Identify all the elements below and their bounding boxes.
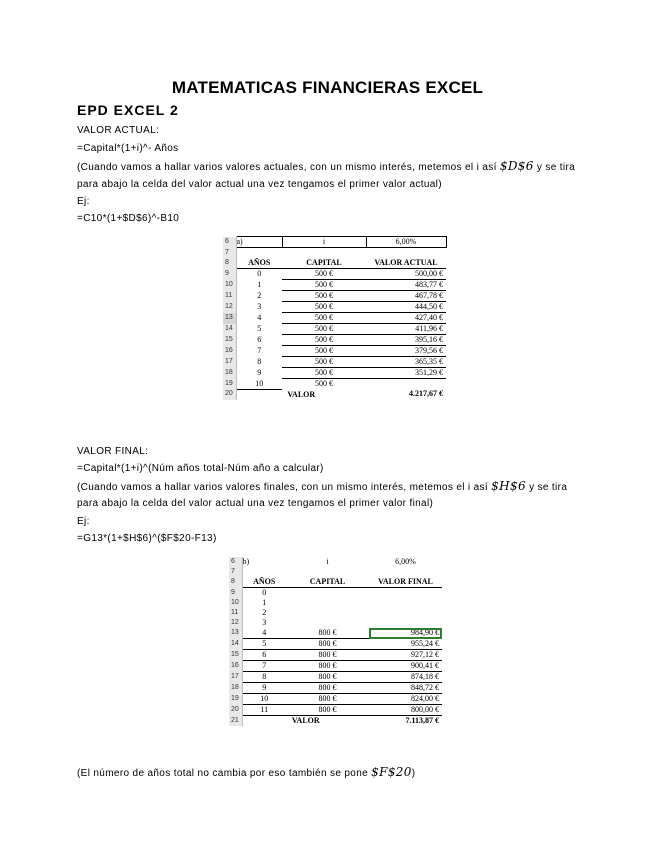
table-cell [286, 588, 369, 599]
table-cell: 0 [257, 269, 262, 279]
table-cell: 955,24 € [369, 639, 442, 650]
table-row: 13 4 800 € 984,90 € [229, 628, 442, 639]
table-cell: 9 [242, 683, 286, 694]
table-row: 15 6 800 € 927,12 € [229, 650, 442, 661]
table-row: 16 7 500 € 379,56 € [223, 346, 446, 357]
table-row: 19 10 500 € [223, 379, 446, 390]
sheet-total-row: 20 VALOR 4.217,67 € [223, 389, 446, 400]
table-row: 15 6 500 € 395,16 € [223, 335, 446, 346]
table-cell [369, 608, 442, 618]
table-row: 10 1 [229, 598, 442, 608]
table-row: 20 11 800 € 800,00 € [229, 705, 442, 716]
table-cell [286, 608, 369, 618]
table-cell: 500 € [282, 280, 366, 291]
table-cell: 8 [257, 357, 262, 366]
table-cell: 984,90 € [369, 628, 442, 639]
sheet-row: 6 b) i 6,00% [231, 557, 416, 566]
table-cell: 411,96 € [366, 324, 446, 335]
table-cell: 1 [257, 280, 262, 289]
table-cell: 800 € [286, 639, 369, 650]
table-row: 18 9 500 € 351,29 € [223, 368, 446, 379]
table-cell: 4 [242, 628, 286, 639]
table-cell [366, 379, 446, 390]
table-cell: 500 € [282, 346, 366, 357]
table-cell: 500 € [282, 357, 366, 368]
formula-valor-final: =Capital*(1+i)^(Núm años total-Núm año a calcular) [77, 463, 324, 474]
table-row: 19 10 800 € 824,00 € [229, 694, 442, 705]
table-cell: 5 [257, 324, 262, 333]
table-cell: 8 [242, 672, 286, 683]
table-cell: 927,12 € [369, 650, 442, 661]
table-row: 12 3 500 € 444,50 € [223, 302, 446, 313]
document-subtitle: EPD EXCEL 2 [77, 102, 179, 118]
spreadsheet-valor-final [229, 557, 442, 726]
table-cell: 10 [242, 694, 286, 705]
spreadsheet-valor-actual [223, 236, 447, 400]
table-cell: 9 [257, 368, 262, 377]
table-cell: 444,50 € [366, 302, 446, 313]
table-row: 13 4 500 € 427,40 € [223, 313, 446, 324]
note-valor-final: (Cuando vamos a hallar varios valores finales, con un mismo interés, metemos el i así $H$6 y se tira [77, 479, 568, 493]
table-cell: 7 [257, 346, 262, 355]
table-cell: 395,16 € [366, 335, 446, 346]
table-cell [286, 598, 369, 608]
table-row: 9 0 [229, 588, 442, 599]
table-row: 9 0 500 € 500,00 € [223, 269, 446, 280]
table-cell: 351,29 € [366, 368, 446, 379]
section-heading-valor-final: VALOR FINAL: [77, 446, 149, 457]
table-cell: 848,72 € [369, 683, 442, 694]
total-label: VALOR [291, 716, 320, 725]
table-cell: 365,35 € [366, 357, 446, 368]
col-header-capital: CAPITAL [286, 577, 369, 588]
col-header-anos: AÑOS [242, 577, 286, 588]
example-label: Ej: [77, 516, 90, 527]
table-cell: 2 [257, 291, 262, 300]
note-valor-actual: (Cuando vamos a hallar varios valores actuales, con un mismo interés, metemos el i así $D$6 y se tira [77, 159, 576, 173]
table-cell: 500 € [282, 368, 366, 379]
table-row: 16 7 800 € 900,41 € [229, 661, 442, 672]
table-cell: 3 [262, 618, 267, 627]
table-row: 12 3 [229, 618, 442, 628]
table-cell: 500 € [282, 313, 366, 324]
table-row: 11 2 500 € 467,78 € [223, 291, 446, 302]
table-cell: 500 € [315, 379, 333, 388]
total-label: VALOR [287, 389, 316, 399]
sheet-header-row: 8 AÑOS CAPITAL VALOR ACTUAL [223, 258, 446, 269]
table-row: 14 5 800 € 955,24 € [229, 639, 442, 650]
table-cell: 0 [262, 588, 267, 597]
sheet-row: 7 [223, 248, 446, 259]
col-header-valor-actual: VALOR ACTUAL [366, 258, 446, 269]
table-cell: 467,78 € [366, 291, 446, 302]
col-header-anos: AÑOS [236, 258, 282, 269]
sheet-row: 7 [229, 567, 442, 577]
table-cell: 500 € [282, 269, 366, 280]
table-cell: 6 [242, 650, 286, 661]
cell-ref: $D$6 [499, 159, 534, 173]
table-cell [369, 588, 442, 599]
table-cell: 500 € [282, 302, 366, 313]
table-row: 18 9 800 € 848,72 € [229, 683, 442, 694]
sheet-row: 6 a) i 6,00% [223, 237, 446, 248]
table-cell: 800 € [286, 661, 369, 672]
table-cell: 874,18 € [369, 672, 442, 683]
cell-ref: $F$20 [371, 765, 412, 779]
col-header-capital: CAPITAL [282, 258, 366, 269]
table-cell: 800,00 € [369, 705, 442, 716]
table-cell: 500 € [282, 291, 366, 302]
table-row: 11 2 [229, 608, 442, 618]
table-cell: 7 [242, 661, 286, 672]
table-cell: 11 [242, 705, 286, 716]
table-cell [369, 598, 442, 608]
table-cell: 800 € [286, 650, 369, 661]
table-cell: 483,77 € [366, 280, 446, 291]
page-title: MATEMATICAS FINANCIERAS EXCEL [171, 78, 484, 97]
table-cell: 500 € [282, 335, 366, 346]
example-label: Ej: [77, 196, 90, 207]
table-cell: 2 [262, 608, 267, 617]
table-cell: 500,00 € [366, 269, 446, 280]
sheet-total-row: 21 VALOR 7.113,87 € [229, 716, 442, 727]
table-cell: 500 € [282, 324, 366, 335]
table-cell: 427,40 € [366, 313, 446, 324]
note-valor-final-line2: para abajo la celda del valor actual una vez tengamos el primer valor final) [77, 498, 434, 509]
section-heading-valor-actual: VALOR ACTUAL: [77, 125, 160, 136]
footnote: (El número de años total no cambia por eso también se pone $F$20) [77, 765, 416, 779]
table-cell [286, 618, 369, 628]
table-cell: 800 € [286, 705, 369, 716]
table-cell: 6 [257, 335, 262, 344]
table-cell: 800 € [286, 672, 369, 683]
table-cell: 3 [257, 302, 262, 311]
table-row: 17 8 800 € 874,18 € [229, 672, 442, 683]
table-row: 14 5 500 € 411,96 € [223, 324, 446, 335]
table-cell: 379,56 € [366, 346, 446, 357]
table-cell: 800 € [286, 683, 369, 694]
total-value: 4.217,67 € [409, 389, 443, 399]
table-cell: 10 [236, 379, 282, 390]
table-cell: 5 [242, 639, 286, 650]
sheet-header-row: 8 AÑOS CAPITAL VALOR FINAL [229, 577, 442, 588]
example-formula: =G13*(1+$H$6)^($F$20-F13) [77, 533, 217, 544]
table-cell: 1 [262, 598, 267, 607]
col-header-valor-final: VALOR FINAL [369, 577, 442, 588]
table-cell: 800 € [286, 628, 369, 639]
table-cell: 800 € [286, 694, 369, 705]
example-formula: =C10*(1+$D$6)^-B10 [77, 213, 180, 224]
table-row: 17 8 500 € 365,35 € [223, 357, 446, 368]
total-value: 7.113,87 € [405, 716, 439, 725]
table-cell: 824,00 € [369, 694, 442, 705]
formula-valor-actual: =Capital*(1+i)^- Años [77, 143, 179, 154]
table-cell: 4 [257, 313, 262, 322]
note-valor-actual-line2: para abajo la celda del valor actual una vez tengamos el primer valor actual) [77, 179, 442, 190]
cell-ref: $H$6 [491, 479, 526, 493]
table-row: 10 1 500 € 483,77 € [223, 280, 446, 291]
table-cell [369, 618, 442, 628]
table-cell: 900,41 € [369, 661, 442, 672]
